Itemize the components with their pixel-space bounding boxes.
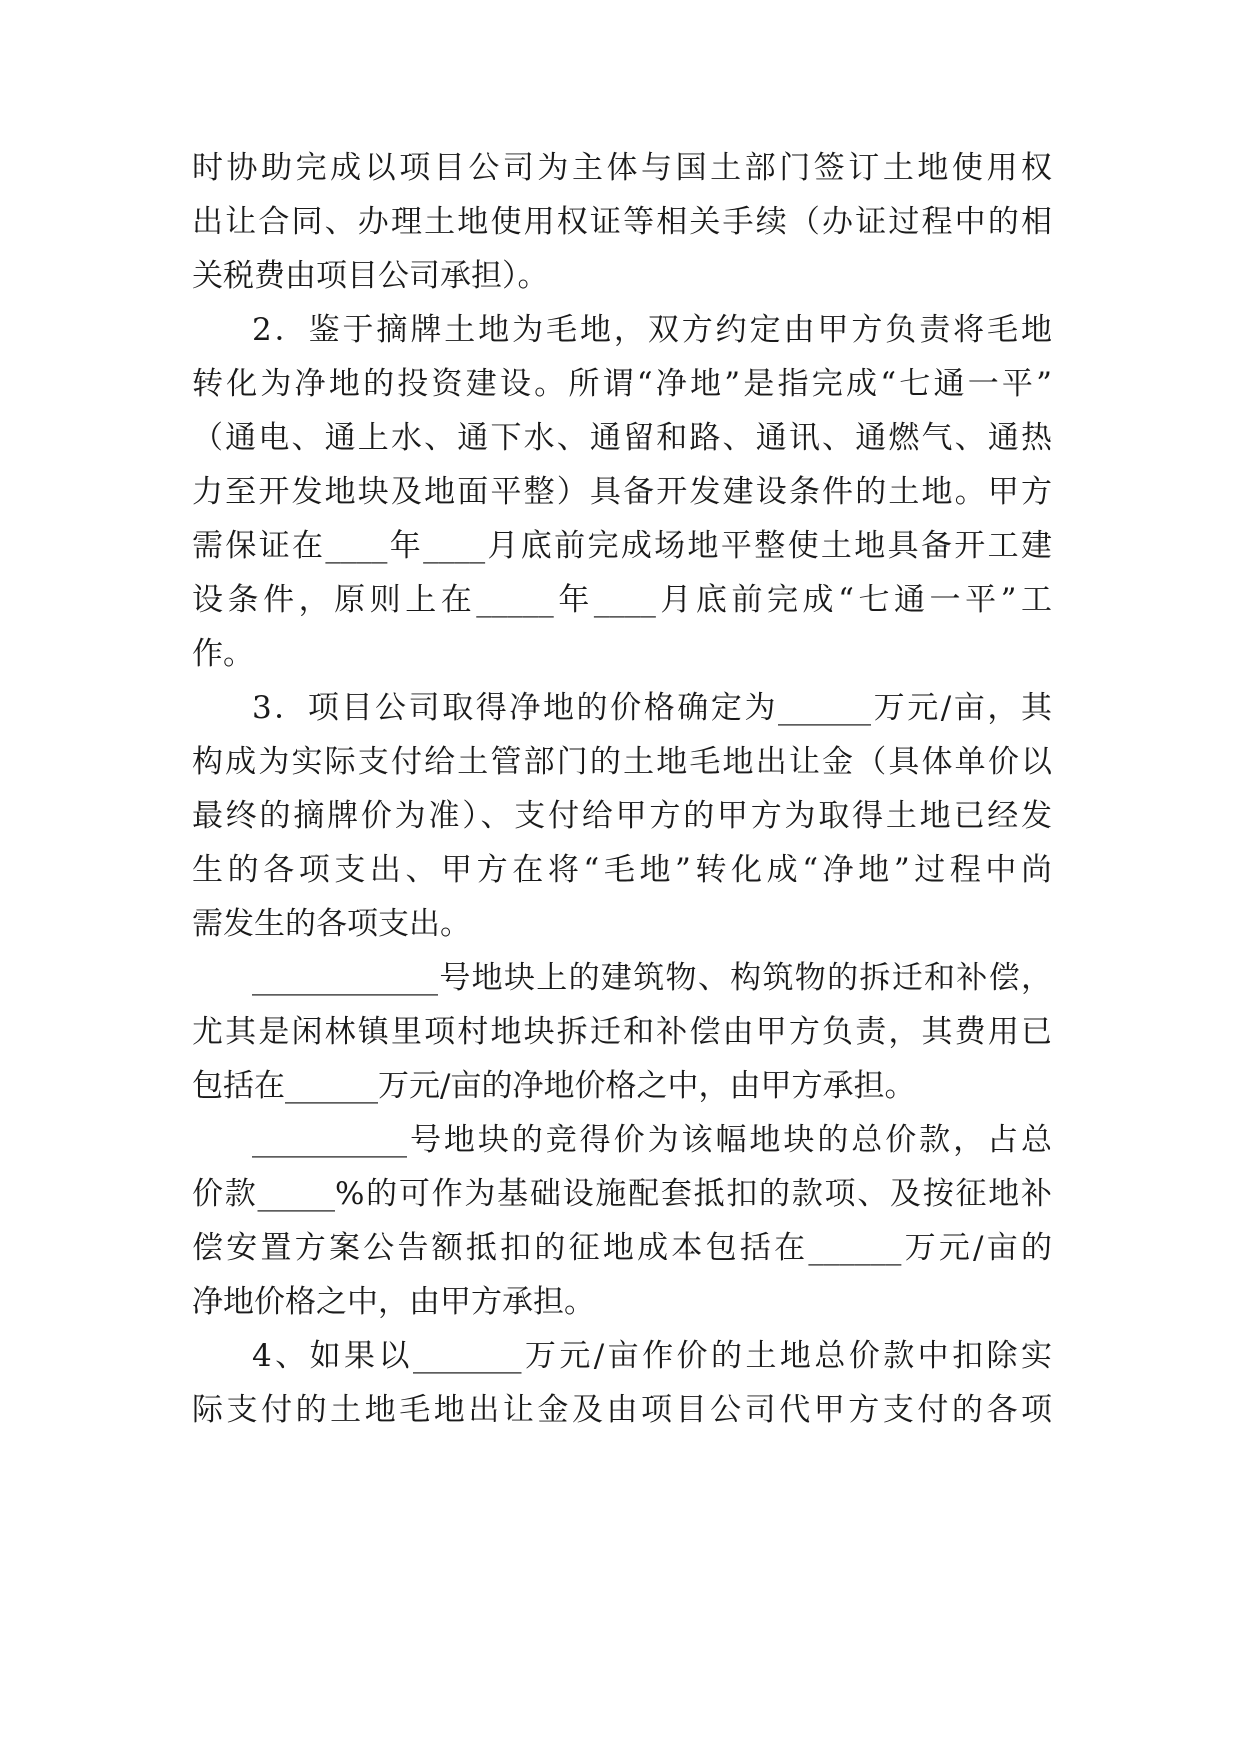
paragraph-start-line: 2．鉴于摘牌土地为毛地，双方约定由甲方负责将毛地 xyxy=(252,312,1052,348)
text-line: 构成为实际支付给土管部门的土地毛地出让金（具体单价以 xyxy=(192,744,1052,780)
text-line: 设条件，原则上在_____年____月底前完成“七通一平”工 xyxy=(192,582,1052,618)
text-line: 最终的摘牌价为准）、支付给甲方的甲方为取得土地已经发 xyxy=(192,798,1052,834)
text-line: 需发生的各项支出。 xyxy=(192,906,471,942)
text-line: 生的各项支出、甲方在将“毛地”转化成“净地”过程中尚 xyxy=(192,852,1052,888)
text-line: 净地价格之中，由甲方承担。 xyxy=(192,1284,595,1320)
text-line: 需保证在____年____月底前完成场地平整使土地具备开工建 xyxy=(192,528,1052,564)
text-line: 际支付的土地毛地出让金及由项目公司代甲方支付的各项 xyxy=(192,1392,1052,1428)
text-line: （通电、通上水、通下水、通留和路、通讯、通燃气、通热 xyxy=(192,420,1052,456)
text-line: 价款_____%的可作为基础设施配套抵扣的款项、及按征地补 xyxy=(192,1176,1052,1212)
text-line: 转化为净地的投资建设。所谓“净地”是指完成“七通一平” xyxy=(192,366,1052,402)
text-line: 包括在______万元/亩的净地价格之中，由甲方承担。 xyxy=(192,1068,916,1104)
text-line: 作。 xyxy=(192,636,254,672)
text-line: 出让合同、办理土地使用权证等相关手续（办证过程中的相 xyxy=(192,204,1052,240)
text-line: 尤其是闲林镇里项村地块拆迁和补偿由甲方负责，其费用已 xyxy=(192,1014,1052,1050)
text-line: 关税费由项目公司承担）。 xyxy=(192,258,549,294)
paragraph-start-line: 3．项目公司取得净地的价格确定为______万元/亩，其 xyxy=(252,690,1052,726)
text-line: 时协助完成以项目公司为主体与国土部门签订土地使用权 xyxy=(192,150,1052,186)
text-line: 力至开发地块及地面平整）具备开发建设条件的土地。甲方 xyxy=(192,474,1052,510)
paragraph-start-line: 4、如果以_______万元/亩作价的土地总价款中扣除实 xyxy=(252,1338,1052,1374)
paragraph-start-line: ____________号地块上的建筑物、构筑物的拆迁和补偿， xyxy=(252,960,1052,996)
paragraph-start-line: __________号地块的竞得价为该幅地块的总价款，占总 xyxy=(252,1122,1052,1158)
text-line: 偿安置方案公告额抵扣的征地成本包括在______万元/亩的 xyxy=(192,1230,1052,1266)
